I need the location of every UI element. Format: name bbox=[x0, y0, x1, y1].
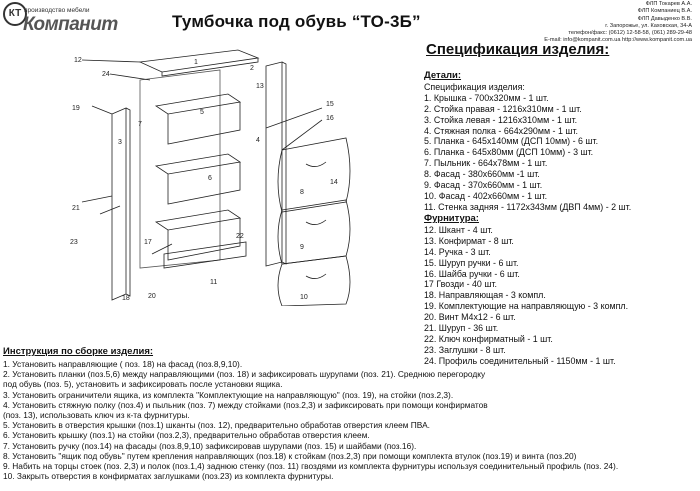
callout-label: 1 bbox=[194, 59, 198, 66]
callout-label: 9 bbox=[300, 244, 304, 251]
guide-rail bbox=[152, 244, 172, 254]
list-item: 2. Стойка правая - 1216х310мм - 1 шт. bbox=[424, 103, 582, 114]
list-item: 5. Планка - 645х140мм (ДСП 10мм) - 6 шт. bbox=[424, 136, 599, 147]
details-list bbox=[424, 71, 631, 213]
list-item: 4. Стяжная полка - 664х290мм - 1 шт. bbox=[424, 125, 579, 136]
leader-line bbox=[82, 60, 140, 62]
callout-label: 11 bbox=[210, 279, 218, 286]
callout-label: 19 bbox=[72, 105, 80, 112]
callout-label: 18 bbox=[122, 295, 130, 302]
callout-label: 5 bbox=[200, 109, 204, 116]
instruction-step: 10. Закрыть отверстия в конфирматах заглушками (поз.23) из комплекта фурнитуры. bbox=[3, 471, 334, 482]
list-item: 11. Стенка задняя - 1172х343мм (ДВП 4мм) - 2 шт. bbox=[424, 201, 632, 212]
list-item: 1. Крышка - 700х320мм - 1 шт. bbox=[424, 92, 549, 103]
logo-tagline: производство мебели bbox=[24, 7, 90, 14]
leader-line bbox=[110, 74, 150, 80]
instruction-step: 4. Установить стяжную полку (поз.4) и пыльник (поз. 7) между стойками (поз.2,3) и зафиксировать при помощи конфирматов bbox=[3, 399, 488, 410]
instruction-step: 5. Установить в отверстия крышки (поз.1) шканты (поз. 12), предварительно обработав отверстия клеем ПВА. bbox=[3, 420, 430, 431]
callout-label: 8 bbox=[300, 189, 304, 196]
details-intro: Спецификация изделия: bbox=[424, 81, 525, 92]
logo-name: Компанит bbox=[23, 14, 118, 35]
callout-label: 6 bbox=[208, 175, 212, 182]
list-item: 3. Стойка левая - 1216х310мм - 1 шт. bbox=[424, 114, 578, 125]
callout-label: 7 bbox=[138, 121, 142, 128]
list-item: 19. Комплектующие на направляющую - 3 компл. bbox=[424, 301, 629, 312]
contact-line: телефон/факс: (0612) 12-58-58, (061) 289-29-48 bbox=[568, 30, 692, 37]
callout-label: 2 bbox=[250, 65, 254, 72]
instruction-step: под обувь (поз. 5), установить и зафиксировать после установки ящика. bbox=[3, 379, 283, 390]
instruction-step: 2. Установить планки (поз.5,6) между направляющими (поз. 18) и зафиксировать шурупами (поз. 21). Среднюю перегородку bbox=[3, 369, 486, 380]
fittings-list bbox=[424, 214, 628, 367]
instructions-title: Инструкция по сборке изделия: bbox=[3, 346, 154, 357]
top-panel-edge bbox=[162, 58, 258, 76]
handle-3 bbox=[306, 274, 326, 279]
left-upright-edge bbox=[126, 108, 130, 296]
contact-line: E-mail: info@kompanit.com.ua http://www.kompanit.com.ua bbox=[544, 37, 692, 44]
shelf-1 bbox=[156, 94, 240, 114]
list-item: 21. Шуруп - 36 шт. bbox=[424, 323, 499, 334]
handle-1 bbox=[306, 162, 326, 167]
shelf-3 bbox=[156, 210, 240, 230]
back-panel bbox=[140, 70, 220, 268]
handle-2 bbox=[306, 220, 326, 225]
page-title: Тумбочка под обувь “ТО-3Б” bbox=[172, 12, 421, 31]
list-item: 7. Пыльник - 664х78мм - 1 шт. bbox=[424, 158, 548, 169]
company-logo bbox=[3, 2, 125, 38]
list-item: 8. Фасад - 380х660мм -1 шт. bbox=[424, 169, 540, 180]
logo-mark: КТ bbox=[3, 2, 27, 26]
list-item: 20. Винт М4х12 - 6 шт. bbox=[424, 312, 516, 323]
front-door-3 bbox=[278, 256, 350, 306]
callout-label: 22 bbox=[236, 233, 244, 240]
callout-label: 14 bbox=[330, 179, 338, 186]
instruction-step: 7. Установить ручку (поз.14) на фасады (поз.8,9,10) зафиксировав шурупами (поз. 15) и шайбами (поз.16). bbox=[3, 440, 417, 451]
callout-label: 20 bbox=[148, 293, 156, 300]
guide-rail bbox=[100, 206, 120, 214]
list-item: 14. Ручка - 3 шт. bbox=[424, 246, 491, 257]
leader-line bbox=[282, 120, 322, 150]
leader-line bbox=[266, 108, 322, 128]
list-item: 15. Шуруп ручки - 6 шт. bbox=[424, 257, 519, 268]
top-panel bbox=[140, 50, 258, 72]
list-item: 24. Профиль соединительный - 1150мм - 1 шт. bbox=[424, 355, 616, 366]
callout-label: 13 bbox=[256, 83, 264, 90]
assembly-drawing bbox=[60, 44, 360, 306]
callout-label: 24 bbox=[102, 71, 110, 78]
instruction-step: (поз. 13), использовать ключ из к-та фурнитуры. bbox=[3, 410, 190, 421]
list-item: 17 Гвозди - 40 шт. bbox=[424, 279, 497, 290]
details-heading: Детали: bbox=[424, 70, 462, 81]
callout-label: 17 bbox=[144, 239, 152, 246]
callout-label: 21 bbox=[72, 205, 80, 212]
leader-line bbox=[82, 196, 112, 202]
contact-line: ФЛП Давыденко В.В. bbox=[637, 15, 692, 22]
shelf-2 bbox=[156, 154, 240, 174]
callout-label: 16 bbox=[326, 115, 334, 122]
contact-line: ФЛП Компаниец В.А. bbox=[637, 8, 692, 15]
instruction-step: 1. Установить направляющие ( поз. 18) на фасад (поз.8,9,10). bbox=[3, 359, 243, 369]
list-item: 12. Шкант - 4 шт. bbox=[424, 224, 493, 235]
callout-label: 3 bbox=[118, 139, 122, 146]
list-item: 6. Планка - 645х80мм (ДСП 10мм) - 3 шт. bbox=[424, 147, 594, 158]
list-item: 16. Шайба ручки - 6 шт. bbox=[424, 268, 520, 279]
contact-line: ФЛП Токарев А.А. bbox=[645, 1, 692, 7]
leader-line bbox=[92, 106, 112, 114]
fittings-heading: Фурнитура: bbox=[424, 213, 479, 224]
callout-label: 12 bbox=[74, 57, 82, 64]
right-upright-edge bbox=[282, 62, 286, 264]
instruction-step: 9. Набить на торцы стоек (поз. 2,3) и полок (поз.1,4) заднюю стенку (поз. 11) гвоздями из комплекта фурнитуры используя соединительный профиль (поз. 24). bbox=[3, 461, 619, 472]
list-item: 9. Фасад - 370х660мм - 1 шт. bbox=[424, 180, 543, 191]
contact-line: г. Запорожье, ул. Каховская, 34-А bbox=[605, 22, 692, 29]
list-item: 18. Направляющая - 3 компл. bbox=[424, 290, 546, 301]
left-upright bbox=[112, 108, 126, 300]
callout-label: 10 bbox=[300, 294, 308, 301]
callout-label: 4 bbox=[256, 137, 260, 144]
instruction-step: 3. Установить ограничители ящика, из комплекта "Комплектующие на направляющую" (поз. 19), на стойки (поз.2,3). bbox=[3, 389, 454, 400]
list-item: 13. Конфирмат - 8 шт. bbox=[424, 235, 514, 246]
contact-info bbox=[452, 1, 692, 45]
list-item: 23. Заглушки - 8 шт. bbox=[424, 344, 506, 355]
callout-label: 15 bbox=[326, 101, 334, 108]
list-item: 10. Фасад - 402х660мм - 1 шт. bbox=[424, 190, 548, 201]
list-item: 22. Ключ конфирматный - 1 шт. bbox=[424, 333, 553, 344]
assembly-instructions bbox=[3, 346, 697, 481]
specification-title: Спецификация изделия: bbox=[426, 41, 610, 58]
instruction-step: 6. Установить крышку (поз.1) на стойки (поз.2,3), предварительно обработав отверстия клеем. bbox=[3, 430, 370, 441]
front-door-2 bbox=[278, 200, 350, 264]
instruction-step: 8. Установить "ящик под обувь" путем крепления направляющих (поз.18) к стойкам (поз.2,3) при помощи комплекта втулок (поз.19) и винта (поз.20) bbox=[3, 450, 577, 461]
callout-label: 23 bbox=[70, 239, 78, 246]
